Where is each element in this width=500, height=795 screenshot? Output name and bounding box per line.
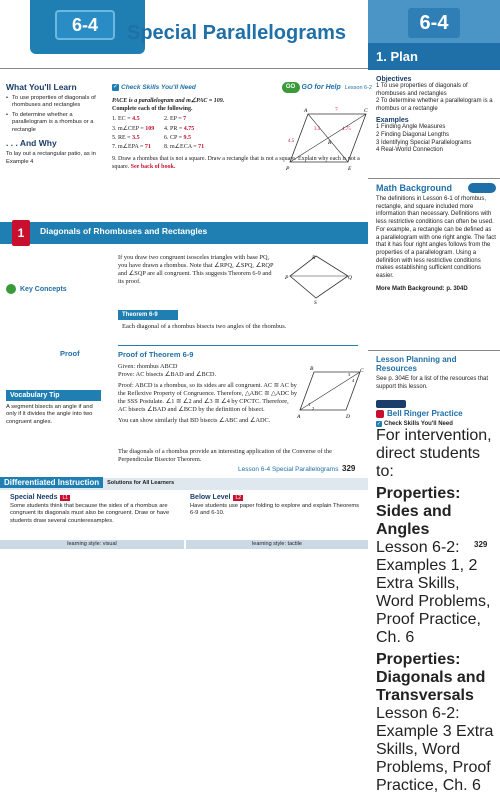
check-intro: PACE is a parallelogram and m∠PAC = 109. [112, 98, 225, 104]
svg-text:2: 2 [312, 406, 315, 411]
proof-similar: You can show similarly that BD bisects ∠ABC and ∠ADC. [118, 417, 271, 424]
exercise-1: 1. EC = 4.5 [112, 116, 140, 123]
plan-label: 1. Plan [368, 43, 500, 70]
svg-text:A: A [304, 108, 308, 114]
and-why-text: To lay out a rectangular patio, as in Example 4 [6, 151, 96, 166]
theorem-text: Each diagonal of a rhombus bisects two angles of the rhombus. [122, 323, 287, 330]
right-page-number: 329 [474, 540, 488, 549]
exercise-5: 5. RE = 3.5 [112, 134, 140, 141]
svg-text:C: C [364, 108, 368, 114]
svg-text:P: P [286, 166, 290, 172]
proof-side-label: Proof [60, 349, 80, 358]
theorem-box [118, 310, 353, 342]
rhombus-figure [286, 254, 354, 304]
svg-text:C: C [360, 368, 364, 374]
footer-page: 329 [342, 464, 356, 473]
prop1-heading: Properties: Sides and Angles [376, 485, 461, 538]
bell-check: Check Skills You'll Need [384, 421, 453, 427]
below-level-text: Have students use paper folding to explore and explain Theorems 6-9 and 6-10. [190, 503, 360, 517]
lesson-planning [376, 355, 496, 391]
divider [368, 178, 500, 179]
rhombus-abcd-figure [297, 366, 366, 422]
svg-text:1: 1 [308, 402, 311, 407]
section-title: Diagonals of Rhombuses and Rectangles [40, 226, 208, 236]
section-number: 1 [12, 220, 30, 246]
below-level-heading: Below Level [190, 494, 231, 501]
check-icon: ✓ [112, 84, 119, 90]
theorem-label: Theorem 6-9 [118, 310, 178, 320]
page-title: Special Parallelograms [127, 22, 347, 44]
svg-text:3.5: 3.5 [314, 127, 321, 132]
objective-item: 1 To use properties of diagonals of rhombuses and rectangles [376, 83, 468, 97]
examples-heading: Examples [376, 117, 409, 125]
what-youll-learn [6, 82, 101, 166]
svg-text:E: E [348, 166, 352, 172]
special-needs-heading: Special Needs [10, 494, 58, 501]
objectives-panel [376, 76, 496, 155]
example-item: 3 Identifying Special Parallelograms [376, 139, 472, 146]
objectives-heading: Objectives [376, 76, 412, 83]
powerpoint-icon [376, 400, 406, 408]
svg-text:4: 4 [352, 378, 355, 383]
svg-text:R: R [328, 140, 332, 146]
svg-text:4.5: 4.5 [288, 139, 295, 144]
prop2-heading: Properties: Diagonals and Transversals [376, 651, 486, 704]
lesson-planning-text: See p. 304E for a list of the resources that support this lesson. [376, 376, 489, 390]
proof-block [118, 350, 298, 425]
bell-intro: For intervention, direct students to: [376, 427, 492, 480]
math-background [376, 183, 496, 292]
math-background-heading: Math Background [376, 183, 453, 193]
svg-text:S: S [314, 300, 317, 306]
svg-text:P: P [285, 275, 289, 281]
vocab-text: A segment bisects an angle if and only if it divides the angle into two congruent angles. [6, 404, 93, 425]
differentiated-header [0, 477, 174, 488]
lesson-number: 6-4 [55, 10, 115, 40]
proof-body: Proof: ABCD is a rhombus, so its sides are all congruent. AC ≅ AC by the Reflexive Property of Congruence. Therefore, △ABC ≅ △ADC by the SSS Postulate. ∠1 ≅ ∠2 and ∠3 ≅ ∠4 by CPCTC. Therefore, AC bisects ∠BAD and ∠BCD by the definition of bisect. [118, 382, 298, 413]
special-needs-badge: L1 [62, 494, 69, 501]
prop2-text: Lesson 6-2: Example 3 Extra Skills, Word Problems, Proof Practice, Ch. 6 [376, 705, 494, 794]
ls-visual: learning style: visual [0, 540, 184, 549]
right-lesson-number: 6-4 [408, 8, 460, 38]
differentiated-title: Differentiated Instruction [0, 477, 103, 488]
key-icon [6, 284, 16, 294]
key-concepts-label: Key Concepts [6, 284, 67, 294]
proof-prove: Prove: AC bisects ∠BAD and ∠BCD. [118, 371, 217, 378]
differentiated-subtitle: Solutions for All Learners [107, 479, 175, 486]
go-for-help-button[interactable] [282, 82, 341, 93]
example-item: 4 Real-World Connection [376, 147, 443, 154]
exercise-4: 4. PR = 4.75 [164, 125, 195, 132]
example-item: 1 Finding Angle Measures [376, 124, 446, 131]
below-level [190, 494, 365, 518]
bell-ringer-heading: Bell Ringer Practice [387, 409, 463, 418]
special-needs-text: Some students think that because the sides of a rhombus are congruent its diagonals must also be congruent. Draw or have students draw several counterexamples. [10, 503, 170, 524]
bell-ringer [376, 400, 496, 795]
svg-text:D: D [346, 414, 350, 420]
go-ref: Lesson 6-2 [344, 84, 372, 91]
check-intro2: Complete each of the following. [112, 106, 193, 113]
below-level-badge: L2 [235, 494, 242, 501]
svg-text:A: A [297, 414, 301, 420]
go-label: GO for Help [301, 84, 341, 91]
footer-lesson: Lesson 6-4 Special Parallelograms [238, 466, 339, 473]
wyl-item: • To determine whether a parallelogram is a rhombus or a rectangle [6, 112, 101, 134]
proof-given: Given: rhombus ABCD [118, 363, 178, 370]
example-item: 2 Finding Diagonal Lengths [376, 131, 450, 138]
proof-heading: Proof of Theorem 6-9 [118, 350, 194, 359]
special-needs [10, 494, 185, 525]
svg-text:4.75: 4.75 [342, 127, 351, 132]
exercise-3: 3. m∠CEP = 109 [112, 125, 155, 132]
and-why-heading: . . . And Why [6, 138, 57, 149]
svg-text:Q: Q [348, 275, 352, 281]
prop1-text: Lesson 6-2: Examples 1, 2 Extra Skills, Word Problems, Proof Practice, Ch. 6 [376, 539, 491, 646]
converse-text: The diagonals of a rhombus provide an interesting application of the Converse of the Perpendicular Bisector Theorem. [118, 448, 332, 463]
wyl-item: • To use properties of diagonals of rhombuses and rectangles [6, 95, 101, 110]
exercise-6: 6. CP = 9.5 [164, 134, 191, 141]
section-intro: If you draw two congruent isosceles triangles with base PQ, you have drawn a rhombus. Note that ∠RPQ, ∠SPQ, ∠RQP and ∠SQP are all congruent. This suggests Theorem 6-9 and its proof. [118, 254, 274, 285]
check-skills-heading: Check Skills You'll Need [121, 84, 196, 91]
wyl-heading: What You'll Learn [6, 82, 77, 92]
professional-development-icon [468, 183, 496, 193]
go-icon: GO [282, 82, 300, 93]
exercise-2: 2. EP = 7 [164, 116, 187, 123]
divider [368, 350, 500, 351]
ls-tactile: learning style: tactile [186, 540, 368, 549]
svg-text:3: 3 [348, 372, 351, 377]
svg-text:R: R [312, 255, 316, 261]
objective-item: 2 To determine whether a parallelogram is a rhombus or a rectangle [376, 98, 493, 112]
svg-text:7: 7 [335, 107, 338, 113]
exercise-9: 9. Draw a rhombus that is not a square. Draw a rectangle that is not a square. Explain why each is not a square. See back of book. [112, 156, 360, 171]
check-icon: ✓ [376, 421, 382, 427]
exercise-7: 7. m∠EPA = 71 [112, 144, 151, 151]
lesson-planning-heading: Lesson Planning and Resources [376, 355, 457, 373]
exercise-8: 8. m∠ECA = 71 [164, 144, 205, 151]
bell-icon [376, 410, 384, 418]
divider [118, 345, 358, 346]
divider [0, 68, 368, 69]
parallelogram-pace-figure [286, 100, 368, 172]
vocab-heading: Vocabulary Tip [6, 390, 101, 401]
svg-text:B: B [310, 366, 314, 372]
more-math-link[interactable]: More Math Background: p. 304D [376, 285, 468, 292]
math-background-text: The definitions in Lesson 6-1 of rhombus, rectangle, and square included more information than necessary. Definitions with less restrictive conditions can often be used. For example, a rectangle can be defined as a parallelogram with one right angle. The fact that it has four right angles follows from the properties of a parallelogram. Using a definition with less restrictive conditions makes establishing sufficient conditions easier. [376, 196, 496, 280]
vocabulary-tip [6, 390, 101, 426]
